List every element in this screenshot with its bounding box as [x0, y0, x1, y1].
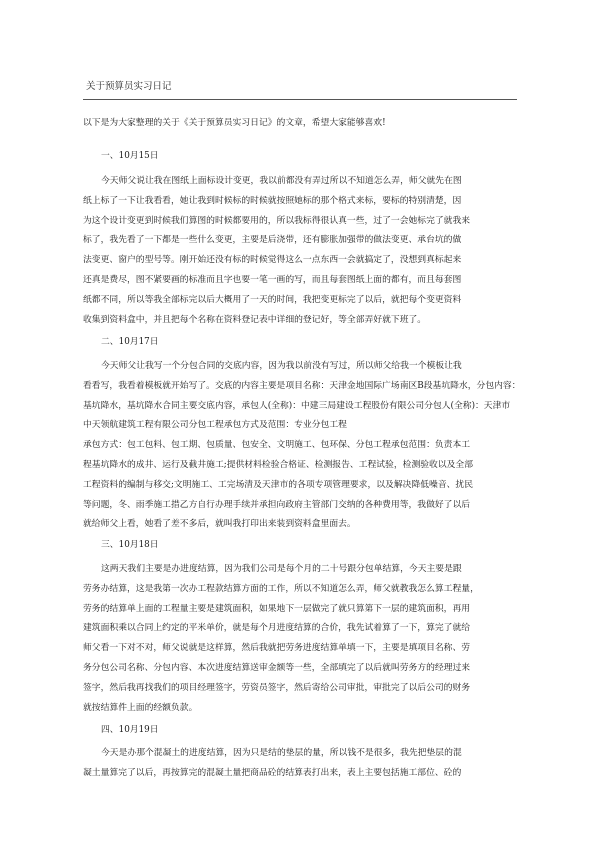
- paragraph-line: 纸上标了一下让我看看，她让我到时候标的时候就按照她标的那个格式来标，要标的特别清楚，因: [83, 195, 462, 206]
- header-divider: [83, 99, 517, 100]
- paragraph-line: 标了，我先看了一下都是一些什么变更，主要是后浇带，还有膨胀加强带的做法变更、承台坑的做: [83, 235, 462, 246]
- paragraph-line: 今天是办那个混凝土的进度结算，因为只是结的垫层的量，所以钱不是很多，我先把垫层的混: [101, 748, 462, 758]
- paragraph-line: 看看写，我看着模板就开始写了。交底的内容主要是项目名称：天津金地国际广场南区B段基坑降水，分包内容：: [83, 380, 521, 391]
- section-paragraph: [83, 357, 519, 535]
- section-heading: 二、10月17日: [101, 337, 159, 347]
- intro-text: 以下是为大家整理的关于《关于预算员实习日记》的文章，希望大家能够喜欢!: [83, 118, 386, 128]
- paragraph-line: 中天领航建筑工程有限公司分包工程承包方式及范围：专业分包工程: [83, 420, 347, 431]
- paragraph-line: 就给师父上看，她看了差不多后，就叫我打印出来装到资料盒里面去。: [83, 519, 356, 530]
- section-paragraph: [83, 560, 519, 718]
- paragraph-line: 收集到资料盒中，并且把每个名称在资料登记表中详细的登记好，等全部弄好就下班了。: [83, 314, 427, 325]
- paragraph-line: 劳务的结算单上面的工程量主要是建筑面积，如果地下一层做完了就只算第下一层的建筑面积，再用: [83, 603, 471, 614]
- paragraph-line: 等问题，冬、雨季施工措乙方自行办理手续并承担向政府主管部门交纳的各种费用等，我做好了以后: [83, 499, 471, 510]
- section-paragraph: [83, 744, 519, 784]
- paragraph-line: 法变更、窗户的型号等。刚开始还没有标的时候觉得这么一点东西一会就搞定了，没想到真标起来: [83, 255, 462, 266]
- paragraph-line: 建筑面积乘以合同上约定的平米单价，就是每个月进度结算的合价，我先试着算了一下，算完了就给: [83, 623, 471, 634]
- section-heading: 三、10月18日: [101, 540, 159, 550]
- paragraph-line: 今天师父让我写一个分包合同的交底内容，因为我以前没有写过，所以师父给我一个模板让我: [101, 361, 462, 371]
- paragraph-line: 就按结算件上面的经额负款。: [83, 702, 198, 713]
- paragraph-line: 务分包公司名称、分包内容、本次进度结算送审金额等一些，全部填完了以后就叫劳务方的经理过来: [83, 662, 471, 673]
- paragraph-line: 为这个设计变更到时候我们算图的时候都要用的，所以我标得很认真一些，过了一会她标完了就我来: [83, 215, 471, 226]
- paragraph-line: 劳务办结算，这是我第一次办工程款结算方面的工作，所以不知道怎么弄，师父就教我怎么算工程量，: [83, 583, 479, 594]
- paragraph-line: 师父看一下对不对，师父说就是这样算，然后我就把劳务进度结算单填一下，主要是填项目名称、劳: [83, 643, 471, 654]
- paragraph-line: 签字，然后我再找我们的项目经理签字，劳资员签字，然后寄给公司审批，审批完了以后公司的财务: [83, 682, 471, 693]
- paragraph-line: 承包方式：包工包料、包工期、包质量、包安全、文明施工、包环保、分包工程承包范围：负责本工: [83, 440, 471, 451]
- document-title: 关于预算员实习日记: [86, 81, 172, 92]
- paragraph-line: 工程资料的编制与移交;文明施工、工完场清及天津市的各项专项管理要求，以及解决降低噪音、扰民: [83, 479, 474, 490]
- paragraph-line: 程基坑降水的成井、运行及截井施工;提供材料检验合格证、检测报告、工程试验，检测验收以及全部: [83, 459, 474, 470]
- section-heading: 四、10月19日: [101, 725, 159, 735]
- paragraph-line: 今天师父说让我在图纸上面标设计变更，我以前都没有弄过所以不知道怎么弄，师父就先在图: [101, 176, 462, 186]
- paragraph-line: 基坑降水，基坑降水合同主要交底内容，承包人(全称)：中建三局建设工程股份有限公司分包人(全称)：天津市: [83, 400, 511, 411]
- paragraph-line: 凝土量算完了以后，再按算完的混凝土量把商品砼的结算表打出来，表上主要包括施工部位、砼的: [83, 767, 462, 778]
- section-heading: 一、10月15日: [101, 151, 159, 161]
- section-paragraph: [83, 172, 519, 330]
- paragraph-line: 纸都不同，所以等我全部标完以后大概用了一天的时间，我把变更标完了以后，就把每个变更资料: [83, 294, 462, 305]
- paragraph-line: 还真是费尽，图不紧要画的标准而且字也要一笔一画的写，而且每套图纸上面的都有，而且每套图: [83, 274, 462, 285]
- paragraph-line: 这两天我们主要是办进度结算，因为我们公司是每个月的二十号跟分包单结算，今天主要是跟: [101, 564, 462, 574]
